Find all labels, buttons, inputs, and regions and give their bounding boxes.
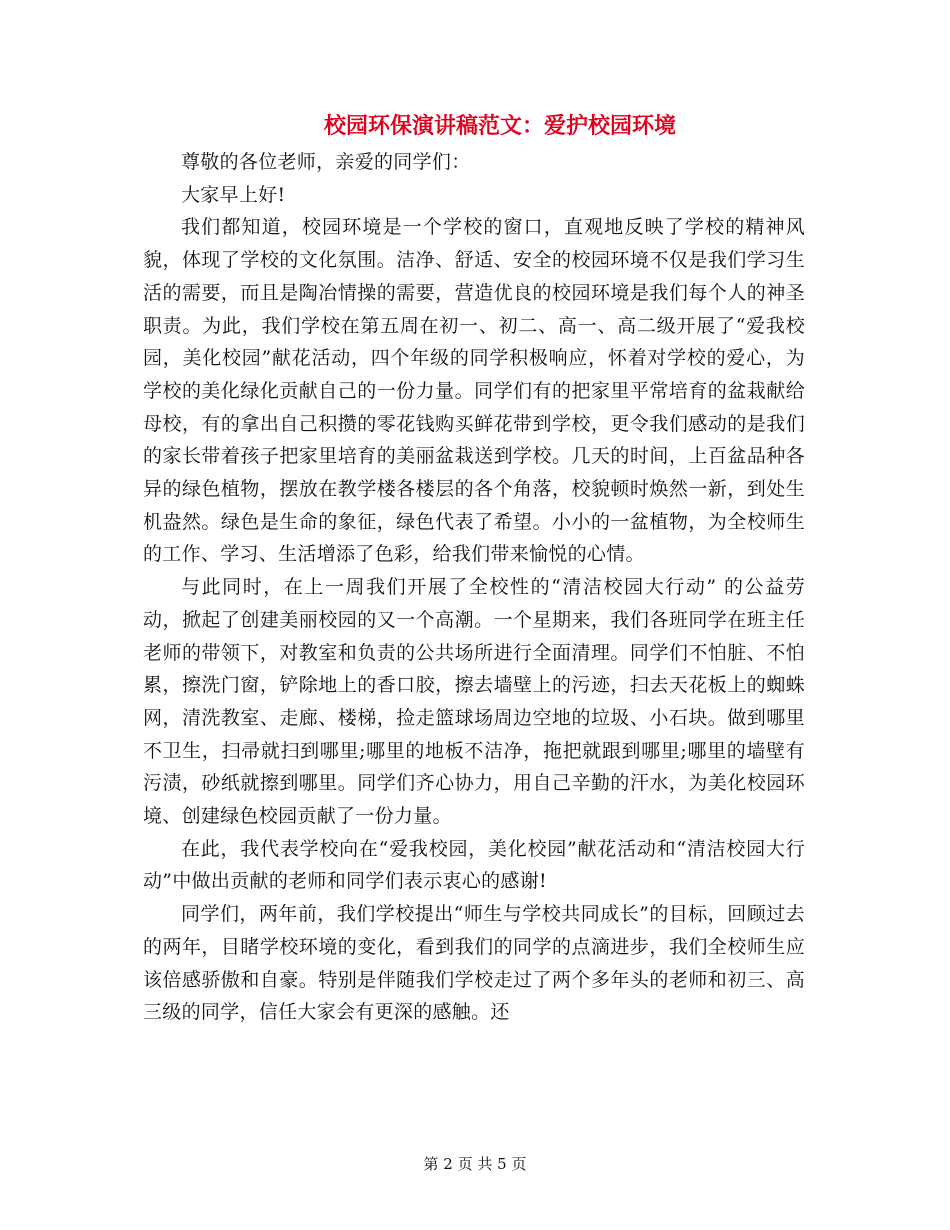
greeting-paragraph: 大家早上好! [181, 183, 286, 206]
document-title: 校园环保演讲稿范文：爱护校园环境 [323, 113, 676, 139]
body-paragraph: 我们都知道，校园环境是一个学校的窗口，直观地反映了学校的精神风貌，体现了学校的文化氛围。洁净、舒适、安全的校园环境不仅是我们学习生活的需要，而且是陶冶情操的需要，营造优良的校园环境是我们每个人的神圣职责。为此，我们学校在第五周在初一、初二、高一、高二级开展了“爱我校园，美化校园”献花活动，四个年级的同学积极响应，怀着对学校的爱心，为学校的美化绿化贡献自己的一份力量。同学们有的把家里平常培育的盆栽献给母校，有的拿出自己积攒的零花钱购买鲜花带到学校，更令我们感动的是我们的家长带着孩子把家里培育的美丽盆栽送到学校。几天的时间，上百盆品种各异的绿色植物，摆放在教学楼各楼层的各个角落，校貌顿时焕然一新，到处生机盎然。绿色是生命的象征，绿色代表了希望。小小的一盆植物，为全校师生的工作、学习、生活增添了色彩，给我们带来愉悦的心情。 [143, 216, 805, 566]
body-paragraph: 在此，我代表学校向在“爱我校园，美化校园”献花活动和“清洁校园大行动”中做出贡献的老师和同学们表示衷心的感谢! [143, 837, 805, 893]
page-number-footer: 第 2 页 共 5 页 [423, 1155, 527, 1173]
document-body [143, 146, 805, 1029]
body-paragraph: 同学们，两年前，我们学校提出“师生与学校共同成长”的目标，回顾过去的两年，目睹学校环境的变化，看到我们的同学的点滴进步，我们全校师生应该倍感骄傲和自豪。特别是伴随我们学校走过了两个多年头的老师和初三、高三级的同学，信任大家会有更深的感触。还 [143, 903, 805, 1024]
body-paragraph: 与此同时，在上一周我们开展了全校性的“清洁校园大行动” 的公益劳动，掀起了创建美丽校园的又一个高潮。一个星期来，我们各班同学在班主任老师的带领下，对教室和负责的公共场所进行全面清理。同学们不怕脏、不怕累，擦洗门窗，铲除地上的香口胶，擦去墙壁上的污迹，扫去天花板上的蜘蛛网，清洗教室、走廊、楼梯，捡走篮球场周边空地的垃圾、小石块。做到哪里不卫生，扫帚就扫到哪里;哪里的地板不洁净，拖把就跟到哪里;哪里的墙壁有污渍，砂纸就擦到哪里。同学们齐心协力，用自己辛勤的汗水，为美化校园环境、创建绿色校园贡献了一份力量。 [143, 576, 805, 828]
salutation-paragraph: 尊敬的各位老师，亲爱的同学们： [181, 151, 471, 173]
